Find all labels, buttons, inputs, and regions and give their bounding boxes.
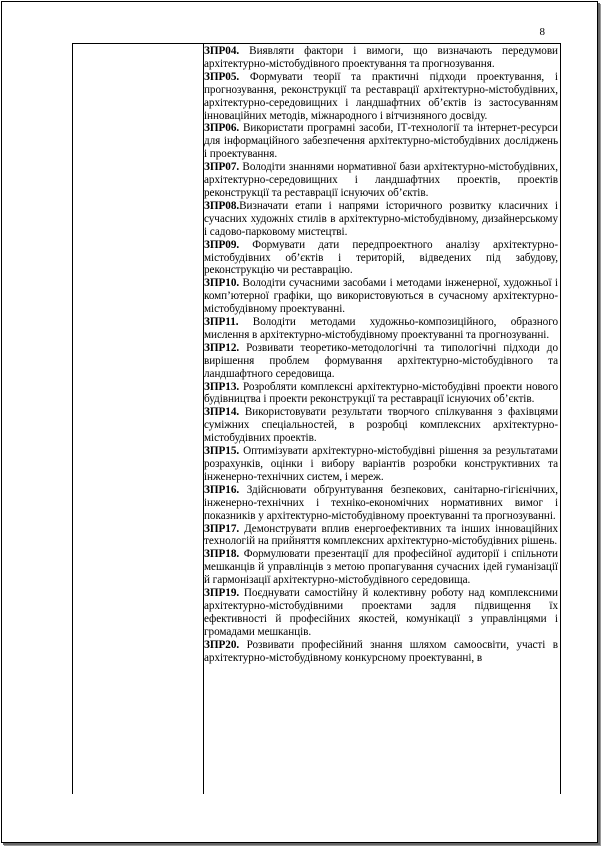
outcome-text: Оптимізувати архітектурно-містобудівні рішення за результатами розрахунків, оцінки і вибору варіантів розробки конструктивних та інженерно-технічних систем, і мереж. bbox=[204, 445, 558, 483]
outcome-entry bbox=[204, 45, 558, 71]
outcome-text: Розробляти комплексні архітектурно-містобудівні проекти нового будівництва і проекти реконструкції та реставрації існуючих об’єктів. bbox=[204, 380, 558, 406]
outcome-entry bbox=[204, 484, 558, 523]
outcome-entry bbox=[204, 445, 558, 484]
outcome-code: ЗПР12. bbox=[204, 341, 240, 354]
outcome-text: Демонструвати вплив енергоефективних та інших інноваційних технологій на прийняття комплексних архітектурно-містобудівних рішень. bbox=[204, 522, 558, 548]
outcome-text: Розвивати теоретико-методологічні та типологічні підходи до вирішення проблем формування архітектурно-містобудівного та ландшафтного середовища. bbox=[204, 341, 558, 380]
outcome-text: Використати програмні засоби, ІТ-технології та інтернет-ресурси для інформаційного забезпечення архітектурно-містобудівних досліджень і проектування. bbox=[204, 122, 558, 161]
outcome-code: ЗПР09. bbox=[204, 238, 240, 251]
outcome-code: ЗПР10. bbox=[204, 277, 240, 290]
outcome-entry bbox=[204, 548, 558, 587]
table-left-column bbox=[73, 44, 204, 794]
outcome-code: ЗПР14. bbox=[204, 406, 240, 419]
outcome-code: ЗПР18. bbox=[204, 548, 240, 561]
outcome-code: ЗПР19. bbox=[204, 587, 240, 600]
outcome-code: ЗПР08. bbox=[204, 199, 240, 212]
outcome-entry bbox=[204, 200, 558, 239]
outcome-text: Формувати теорії та практичні підходи проектування, і прогнозування, реконструкції та реставрації архітектурно-містобудівних, архітектурно-середовищних і ландшафтних об’єктів із застосуванням інноваційних методів, міжнародного і вітчизняного досвіду. bbox=[204, 70, 558, 122]
outcome-text: Розвивати професійний знання шляхом самоосвіти, участі в архітектурно-містобудівному конкурсному проектуванні, в bbox=[204, 638, 558, 664]
outcome-entry bbox=[204, 406, 558, 445]
table-right-column bbox=[204, 45, 558, 665]
outcome-entry bbox=[204, 587, 558, 639]
outcome-code: ЗПР11. bbox=[204, 316, 239, 329]
outcome-entry bbox=[204, 316, 558, 342]
outcome-entry bbox=[204, 71, 558, 123]
outcome-text: Визначати етапи і напрями історичного розвитку класичних і сучасних художніх стилів в архітектурно-містобудівному, дизайнерському і садово-парковому мистецтві. bbox=[204, 199, 558, 238]
outcome-entry bbox=[204, 523, 558, 549]
outcome-text: Виявляти фактори і вимоги, що визначають передумови архітектурно-містобудівного проектування та прогнозування. bbox=[204, 45, 558, 70]
outcome-text: Володіти знаннями нормативної бази архітектурно-містобудівних, архітектурно-середовищних і ландшафтних проектів, проектів реконструкції та реставрації існуючих об’єктів. bbox=[204, 161, 558, 199]
outcome-entry bbox=[204, 239, 558, 278]
outcome-entry bbox=[204, 277, 558, 316]
outcome-code: ЗПР04. bbox=[204, 45, 240, 57]
outcome-entry bbox=[204, 342, 558, 381]
document-page bbox=[1, 1, 598, 843]
learning-outcomes-table bbox=[72, 43, 561, 794]
outcome-text: Формувати дати передпроектного аналізу архітектурно-містобудівних об’єктів і територій, відведених під забудову, реконструкцію чи реставрацію. bbox=[204, 238, 558, 277]
outcome-text: Використовувати результати творчого спілкування з фахівцями суміжних спеціальностей, в розробці комплексних архітектурно-містобудівних проектів. bbox=[204, 406, 558, 445]
outcome-code: ЗПР20. bbox=[204, 638, 240, 651]
outcome-code: ЗПР15. bbox=[204, 445, 240, 458]
outcome-text: Поєднувати самостійну й колективну роботу над комплексними архітектурно-містобудівними проектами задля підвищення їх ефективності й професійних якостей, комунікації з управлінцями і громадами мешканців. bbox=[204, 587, 558, 638]
outcome-code: ЗПР17. bbox=[204, 522, 240, 535]
page-number: 8 bbox=[539, 26, 545, 38]
outcome-entry bbox=[204, 639, 558, 665]
outcome-code: ЗПР05. bbox=[204, 70, 240, 83]
outcome-code: ЗПР07. bbox=[204, 161, 240, 174]
outcome-code: ЗПР13. bbox=[204, 380, 240, 393]
outcome-entry bbox=[204, 161, 558, 200]
outcome-text: Здійснювати обґрунтування безпекових, санітарно-гігієнічних, інженерно-технічних і техніко-економічних нормативних вимог і показників у архітектурно-містобудівному проектуванні та прогнозуванні. bbox=[204, 483, 558, 522]
outcome-entry bbox=[204, 381, 558, 407]
outcome-text: Володіти методами художньо-композиційного, образного мислення в архітектурно-містобудівному проектуванні та прогнозуванні. bbox=[204, 316, 558, 341]
outcome-text: Володіти сучасними засобами і методами інженерної, художньої і комп’ютерної графіки, що використовуються в сучасному архітектурно-містобудівному проектуванні. bbox=[204, 277, 558, 316]
outcome-text: Формулювати презентації для професійної аудиторії і спільноти мешканців й управлінців з метою пропагування сучасних ідей гуманізації й гармонізації архітектурно-містобудівного середовища. bbox=[204, 548, 558, 587]
outcome-code: ЗПР06. bbox=[204, 122, 240, 135]
outcome-entry bbox=[204, 122, 558, 161]
outcome-code: ЗПР16. bbox=[204, 483, 240, 496]
